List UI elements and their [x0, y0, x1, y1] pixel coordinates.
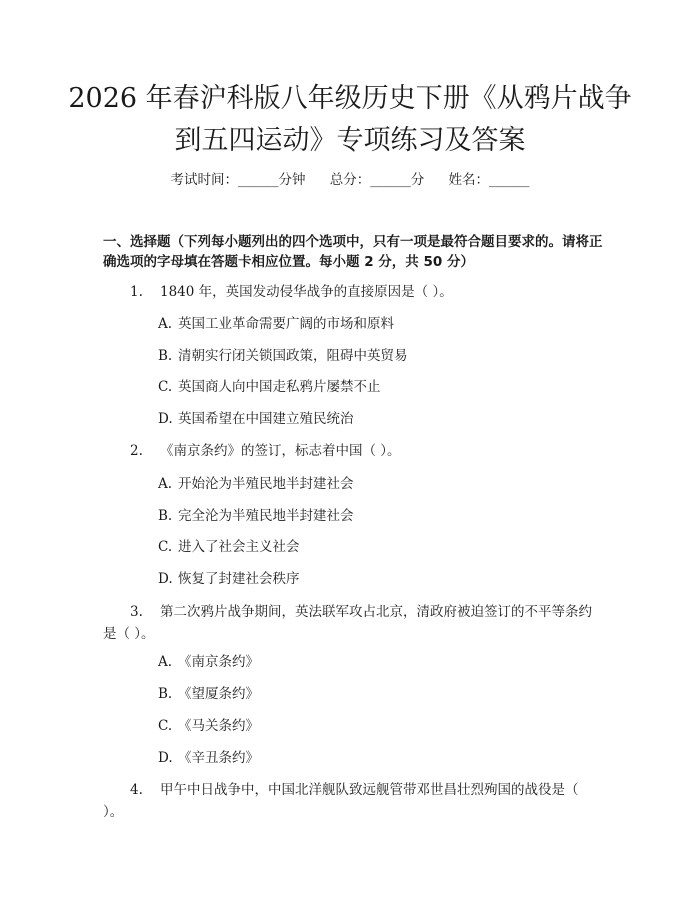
- option-3c: C. 《马关条约》: [158, 718, 259, 734]
- option-1b: B. 清朝实行闭关锁国政策，阻碍中英贸易: [158, 348, 408, 364]
- section-heading: 一、选择题（下列每小题列出的四个选项中，只有一项是最符合题目要求的。请将正确选项的字母填在答题卡相应位置。每小题 2 分，共 50 分）: [103, 234, 603, 270]
- option-1a: A. 英国工业革命需要广阔的市场和原料: [158, 316, 394, 332]
- option-3b: B. 《望厦条约》: [158, 686, 259, 702]
- name-field: 姓名：______: [448, 172, 530, 188]
- exam-meta: [0, 168, 700, 188]
- question-text: 《南京条约》的签订，标志着中国（ ）。: [160, 443, 401, 459]
- option-3a: A. 《南京条约》: [158, 654, 259, 670]
- question-number: 4.: [130, 782, 143, 798]
- total-score-field: 总分：______分: [329, 172, 425, 188]
- question-1: [130, 281, 453, 303]
- option-2d: D. 恢复了封建社会秩序: [158, 571, 300, 587]
- option-1c: C. 英国商人向中国走私鸦片屡禁不止: [158, 379, 381, 395]
- question-number: 2.: [130, 443, 143, 459]
- exam-time-field: 考试时间：______分钟: [170, 172, 306, 188]
- option-1d: D. 英国希望在中国建立殖民统治: [158, 411, 354, 427]
- question-2: [130, 440, 401, 462]
- option-3d: D. 《辛丑条约》: [158, 750, 259, 766]
- question-3: [103, 601, 603, 645]
- question-4: [103, 779, 603, 823]
- question-number: 1.: [130, 284, 143, 300]
- question-text: 甲午中日战争中，中国北洋舰队致远舰管带邓世昌壮烈殉国的战役是（ ）。: [103, 782, 579, 820]
- option-2b: B. 完全沦为半殖民地半封建社会: [158, 508, 354, 524]
- question-number: 3.: [130, 604, 143, 620]
- document-title: 2026 年春沪科版八年级历史下册《从鸦片战争到五四运动》专项练习及答案: [68, 83, 632, 156]
- question-text: 1840 年，英国发动侵华战争的直接原因是（ ）。: [160, 284, 453, 300]
- option-2a: A. 开始沦为半殖民地半封建社会: [158, 476, 354, 492]
- option-2c: C. 进入了社会主义社会: [158, 539, 300, 555]
- question-text: 第二次鸦片战争期间，英法联军攻占北京，清政府被迫签订的不平等条约是（ ）。: [103, 604, 592, 642]
